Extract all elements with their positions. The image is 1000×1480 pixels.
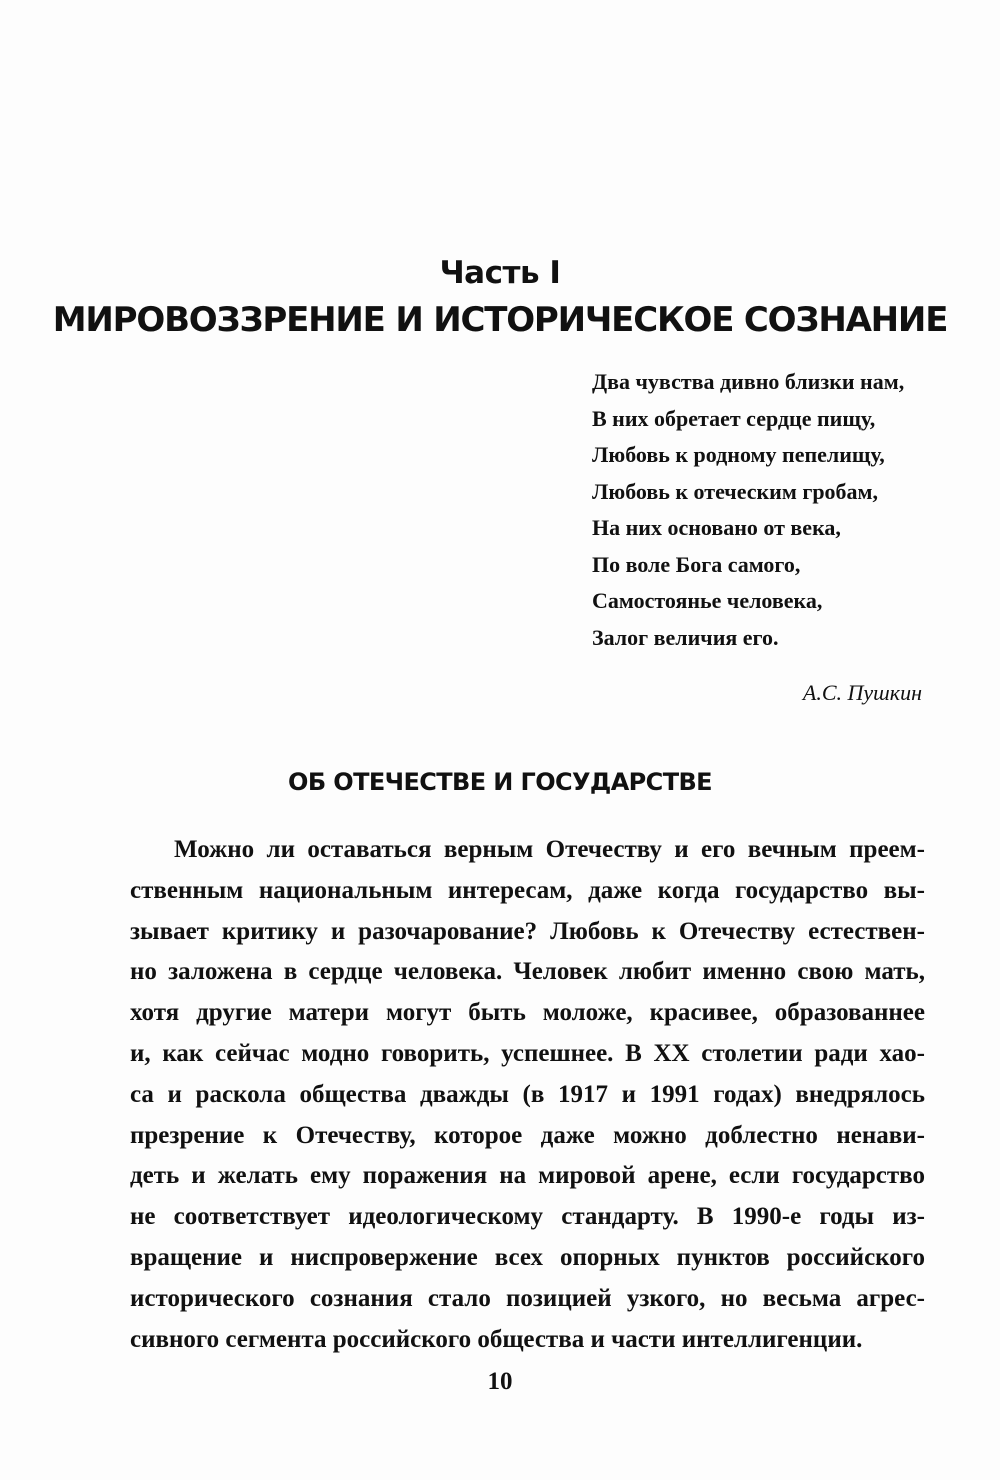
epigraph-line: В них обретает сердце пищу,: [592, 405, 876, 431]
part-title: МИРОВОЗЗРЕНИЕ И ИСТОРИЧЕСКОЕ СОЗНАНИЕ: [52, 300, 948, 340]
body-line: Можно ли оставаться верным Отечеству и его вечным преем-: [174, 836, 925, 863]
body-line: но заложена в сердце человека. Человек любит именно свою мать,: [130, 958, 925, 986]
body-line: ственным национальным интересам, даже когда государство вы-: [130, 876, 925, 904]
body-line: са и раскола общества дважды (в 1917 и 1991 годах) внедрялось: [130, 1080, 925, 1108]
part-label: Часть I: [439, 255, 561, 291]
body-line: презрение к Отечеству, которое даже можно доблестно ненави-: [130, 1121, 925, 1149]
section-title: ОБ ОТЕЧЕСТВЕ И ГОСУДАРСТВЕ: [288, 768, 712, 796]
body-paragraph: [130, 832, 925, 1362]
epigraph-line: Два чувства дивно близки нам,: [592, 369, 905, 394]
epigraph-line: По воле Бога самого,: [592, 551, 801, 577]
epigraph-line: На них основано от века,: [592, 515, 841, 540]
body-line: вращение и ниспровержение всех опорных пунктов российского: [130, 1243, 925, 1271]
epigraph-line: Любовь к родному пепелищу,: [592, 442, 885, 467]
body-line: зывает критику и разочарование? Любовь к Отечеству естествен-: [130, 917, 925, 945]
epigraph-line: Самостоянье человека,: [592, 588, 823, 613]
body-line: исторического сознания стало позицией узкого, но весьма агрес-: [130, 1284, 925, 1312]
body-line: хотя другие матери могут быть моложе, красивее, образованнее: [130, 999, 925, 1027]
page-number: 10: [487, 1368, 513, 1395]
body-line: и, как сейчас модно говорить, успешнее. В XX столетии ради хао-: [130, 1039, 925, 1067]
body-line: не соответствует идеологическому стандарту. В 1990-е годы из-: [130, 1203, 925, 1231]
epigraph-line: Залог величия его.: [592, 624, 779, 650]
epigraph: [592, 368, 932, 705]
epigraph-line: Любовь к отеческим гробам,: [592, 478, 879, 504]
body-line: сивного сегмента российского общества и части интеллигенции.: [130, 1325, 863, 1353]
body-line: деть и желать ему поражения на мировой арене, если государство: [130, 1162, 925, 1190]
epigraph-author: А.С. Пушкин: [802, 680, 922, 705]
